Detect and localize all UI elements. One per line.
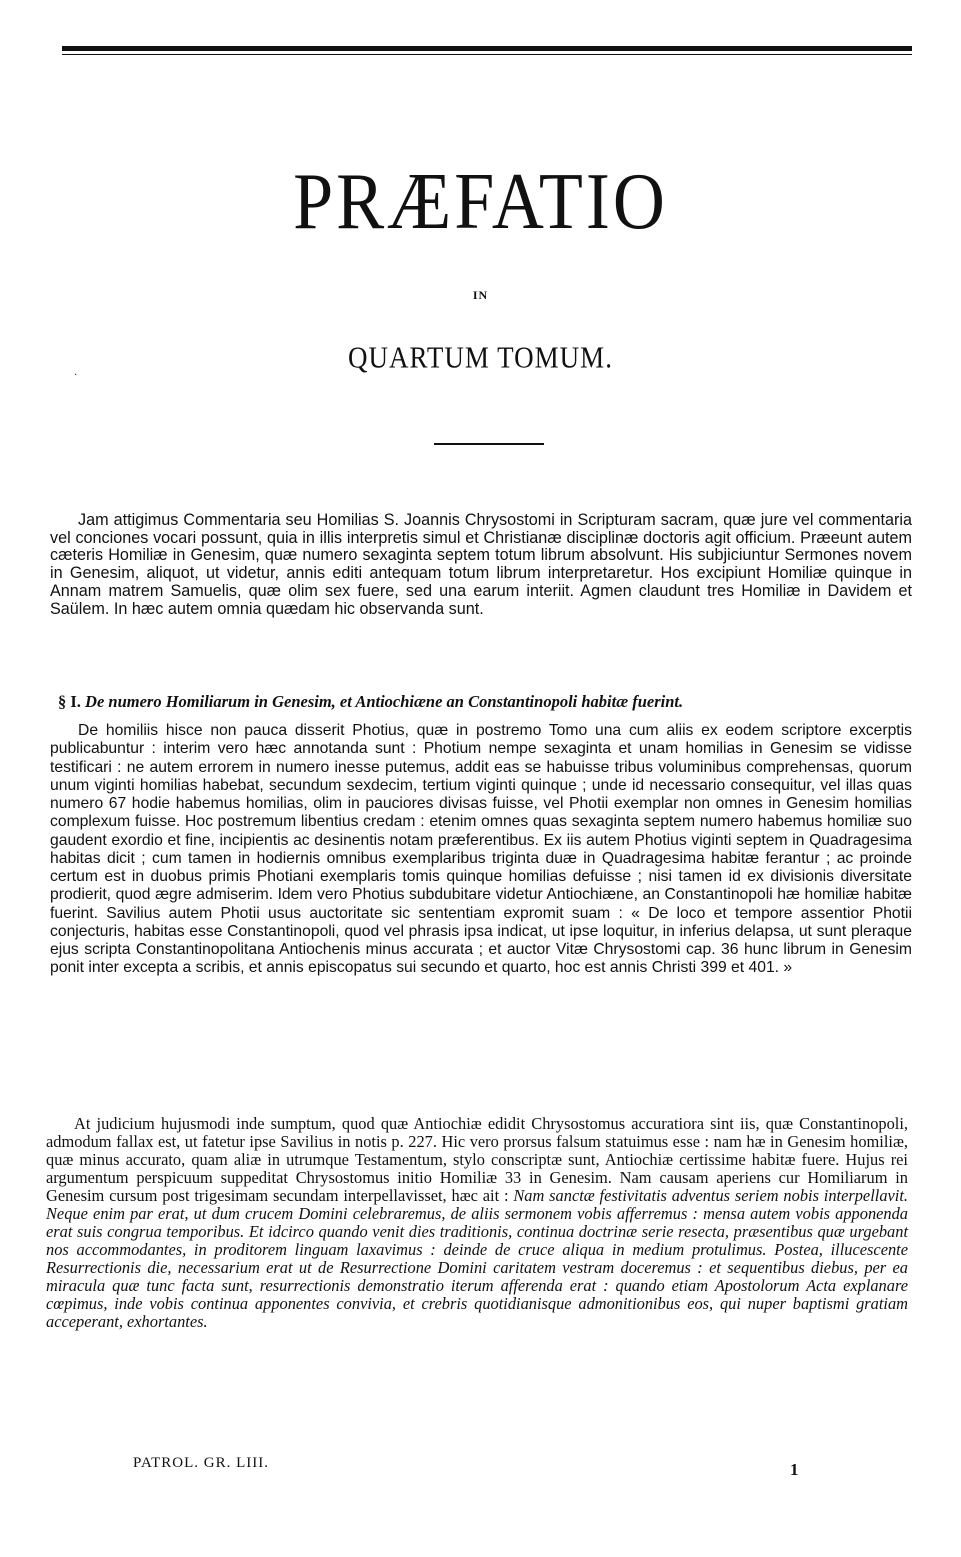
paragraph-3-text: At judicium hujusmodi inde sumptum, quod quæ Antiochiæ edidit Chrysostomus accuratiora sint iis, quæ Constantinopoli, admodum fallax est, ut fatetur ipse Savilius in notis p. 227. Hic vero prorsus falsum statuimus esse : nam hæ in Genesim homiliæ, quæ minus accurato, quam aliæ in utrumque Testamentum, stylo conscriptæ sunt, Antiochiæ certissime habitæ fuere. Hujus rei argumentum perspicuum suppeditat Chrysostomus initio Homiliæ 33 in Genesim. Nam causam aperiens cur Homiliarum in Genesim cursum post trigesimam secundam interpellavisset, hæc ait : bbox=[46, 1114, 908, 1205]
page-subtitle: QUARTUM TOMUM. bbox=[348, 339, 613, 375]
body-paragraph-photius: De homiliis hisce non pauca disserit Photius, quæ in postremo Tomo una cum aliis ex eodem scriptore excerptis publicabuntur : interim vero hæc annotanda sunt : Photium nempe sexaginta et unam homilias in Genesim se vidisse testificari : ne autem errorem in numero inesse putemus, addit eas se habuisse tribus voluminibus comprehensas, quorum unum viginti homilias habebat, secundum sexdecim, tertium viginti quinque ; unde id necessario consequitur, vel illas quas numero 67 hodie habemus homilias, olim in pauciores divisas fuisse, vel Photii exemplar non omnes in Genesim homilias complexum fuisse. Hoc postremum libentius credam : etenim omnes quas sexaginta septem numero habemus homiliæ suo gaudent exordio et fine, incipientis ac desinentis notam præferentibus. Ex iis autem Photius viginti septem in Quadragesima habitas dicit ; cum tamen in hodiernis omnibus exemplaribus triginta duæ in Quadragesima habitæ ferantur ; ac proinde certum est in duobus primis Photiani exemplaris tomis quinque homilias defuisse ; nisi tamen id ex divisionis diversitate prodierit, quod ægre admiserim. Idem vero Photius subdubitare videtur Antiochiæne, an Constantinopoli hæ homiliæ habitæ fuerint. Savilius autem Photii usus auctoritate sic sententiam expromit suam : « De loco et tempore assentior Photii conjecturis, habitas esse Constantinopoli, quod vel phrasis ipsa indicat, ut ipse loquitur, in inferius delapsa, ut sunt pleraque ejus scripta Constantinopolitana Antiochenis minus accurata ; et auctor Vitæ Chrysostomi cap. 36 hunc librum in Genesim ponit inter excepta a scribis, et annis episcopatus sui secundo et quarto, hoc est annis Christi 399 et 401. » bbox=[50, 722, 912, 977]
body-paragraph-judicium bbox=[46, 1115, 908, 1331]
section-heading bbox=[58, 692, 918, 712]
page-title: PRÆFATIO bbox=[293, 156, 668, 246]
title-connector: IN bbox=[472, 288, 489, 302]
section-heading-text: De numero Homiliarum in Genesim, et Antiochiæne an Constantinopoli habitæ fuerint. bbox=[85, 692, 684, 711]
intro-paragraph: Jam attigimus Commentaria seu Homilias S. Joannis Chrysostomi in Scripturam sacram, quæ jure vel commentaria vel conciones vocari possunt, quia in illis interpretis simul et Christianæ disciplinæ doctoris agit officium. Præeunt autem cæteris Homiliæ in Genesim, quæ numero sexaginta septem totum librum absolvunt. His subjiciuntur Sermones novem in Genesim, aliquot, ut videtur, annis editi antequam totum librum interpretaretur. Hos excipiunt Homiliæ quinque in Annam matrem Samuelis, quæ olim sex fuere, sed una earum interiit. Agmen claudunt tres Homiliæ in Davidem et Saülem. In hæc autem omnia quædam hic observanda sunt. bbox=[50, 511, 912, 618]
footer-series: PATROL. GR. LIII. bbox=[133, 1455, 270, 1471]
decorative-dot: · bbox=[74, 370, 78, 381]
top-double-rule-thick bbox=[62, 46, 912, 51]
top-double-rule-thin bbox=[62, 54, 912, 55]
title-divider bbox=[434, 443, 544, 445]
section-number: § I. bbox=[58, 692, 81, 711]
footer-page-number: 1 bbox=[790, 1460, 799, 1479]
paragraph-3-quote: Nam sanctæ festivitatis adventus seriem nobis interpellavit. Neque enim par erat, ut dum crucem Domini celebraremus, de aliis sermonem vobis afferremus : mensa autem vobis apponenda erat suis congrua temporibus. Et idcirco quando venit dies traditionis, continua doctrinæ serie resecta, præsentibus quæ urgebant nos accommodantes, in proditorem linguam laxavimus : deinde de cruce aliqua in medium protulimus. Postea, illucescente Resurrectionis die, necessarium erat ut de Resurrectione Domini caritatem vestram doceremus : et sequentibus diebus, per ea miracula quæ tunc facta sunt, resurrectionis demonstratio iterum afferenda erat : quando etiam Apostolorum Acta explanare cœpimus, inde vobis continua apponentes convivia, et crebris quotidianisque admonitionibus eos, qui nuper baptismi gratiam acceperant, exhortantes. bbox=[46, 1186, 908, 1331]
